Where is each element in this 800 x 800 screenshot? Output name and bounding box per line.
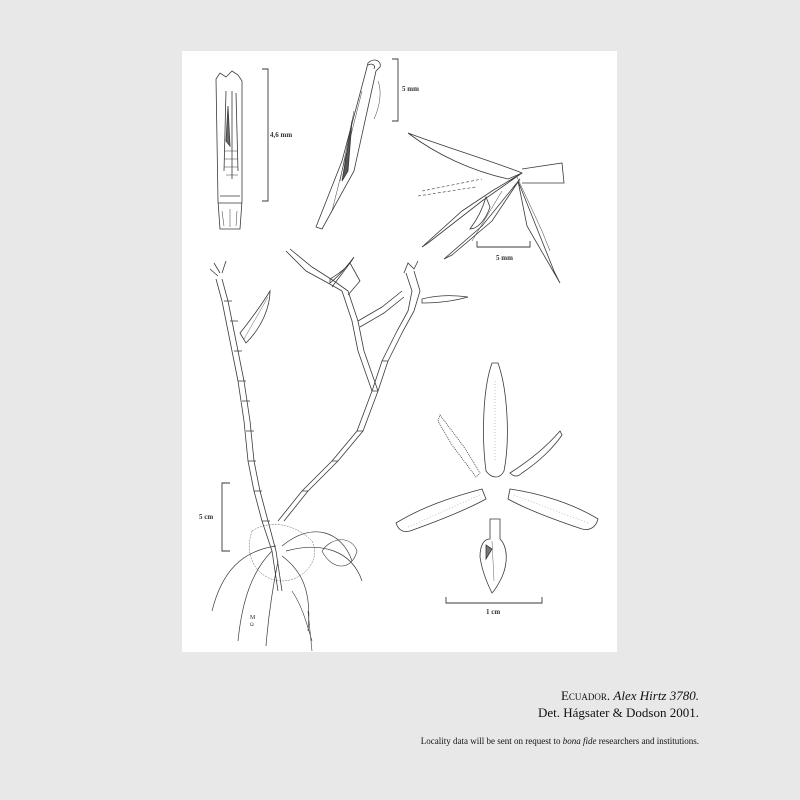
caption-country: Ecuador [560,688,607,703]
ovary-detail-drawing [316,60,380,229]
artist-monogram: Ω [250,623,254,628]
flower-side-view-drawing [408,133,564,283]
ovary-scale-bar [392,59,398,121]
segments-scale-label: 1 cm [486,608,501,616]
caption-locality-line: Ecuador. Alex Hirtz 3780. [560,688,699,703]
ovary-scale-label: 5 mm [402,85,419,93]
segments-scale-bar [446,597,542,603]
perianth-segments-drawing [396,363,598,593]
illustration-plate [182,51,617,652]
column-scale-label: 4,6 mm [270,131,293,139]
column-detail-drawing [216,71,242,229]
caption-note-start: Locality data will be sent on request to [420,736,563,746]
plant-habit-drawing [210,249,468,651]
botanical-drawing [182,51,617,652]
caption-note [421,736,699,746]
flower-scale-label: 5 mm [496,254,513,262]
habit-scale-label: 5 cm [199,513,214,521]
artist-monogram: M [250,615,256,621]
caption-note-end: researchers and institutions. [596,736,699,746]
column-scale-bar [262,69,268,201]
caption-note-italic: bona fide [562,736,597,746]
habit-scale-bar [222,483,230,551]
caption-collector: Alex Hirtz 3780 [613,688,696,703]
caption-determination: Det. Hágsater & Dodson 2001. [537,705,699,720]
flower-scale-bar [477,241,530,247]
